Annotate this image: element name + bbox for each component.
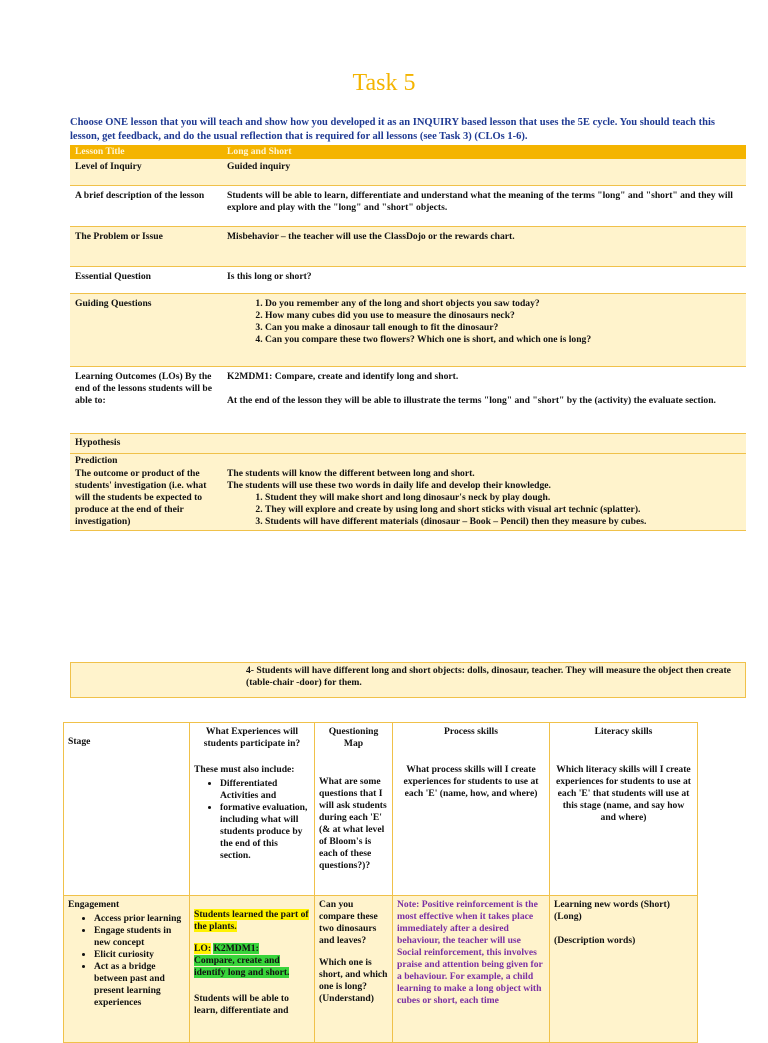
outcomes-text: At the end of the lesson they will be able to illustrate the terms "long" and "short" by the (activity) the evaluate section.	[227, 395, 716, 406]
engagement-bullets	[68, 913, 185, 1009]
description-value: Students will be able to learn, differentiate and understand what the meaning of the terms "long" and "short" and they will explore and play with the "long" and "short" objects.	[222, 186, 746, 227]
lesson-title-value: Long and Short	[222, 145, 746, 159]
literacy-description: (Description words)	[554, 935, 636, 946]
outcome-product-label: The outcome or product of the students' investigation (i.e. what will the students be expected to produce at the end of their investigation)	[70, 468, 222, 531]
engagement-prior-learning: Students learned the part of the plants.	[194, 909, 309, 932]
lesson-plan-table	[70, 145, 746, 531]
experiences-sub: These must also include:	[194, 764, 295, 775]
hypothesis-row	[70, 434, 746, 454]
prediction-label: Prediction	[70, 454, 222, 469]
page-title: Task 5	[352, 70, 416, 96]
process-sub: What process skills will I create experiences for students to use at each 'E' (name, how, and where)	[403, 764, 539, 799]
guiding-list	[227, 298, 741, 346]
lesson-title-row	[70, 145, 746, 159]
description-label: A brief description of the lesson	[70, 186, 222, 227]
guiding-item: 2. How many cubes did you use to measure the dinosaurs neck?	[265, 310, 741, 322]
process-note: Note: Positive reinforcement is the most effective when it takes place immediately after a desired behaviour, the teacher will use Social reinforcement, this involves praise and attention being given for a behaviour. For example, a child learning to make a long object with cubes or short, each time	[397, 899, 543, 1006]
engagement-title: Engagement	[68, 899, 120, 910]
engagement-row	[64, 896, 698, 1043]
engagement-bullet: • Act as a bridge between past and present learning experiences	[94, 961, 185, 1009]
outcomes-row	[70, 367, 746, 434]
guiding-row	[70, 294, 746, 367]
level-value: Guided inquiry	[222, 159, 746, 186]
outcome-item: 1. Student they will make short and long dinosaur's neck by play dough.	[265, 492, 741, 504]
experiences-bullet: • Differentiated Activities and	[220, 778, 310, 802]
outcome-line: The students will know the different between long and short.	[227, 468, 475, 479]
experiences-bullet: • formative evaluation, including what will students produce by the end of this section.	[220, 802, 310, 862]
stages-table	[63, 722, 698, 1043]
hypothesis-label: Hypothesis	[70, 434, 222, 454]
guiding-item: 1. Do you remember any of the long and short objects you saw today?	[265, 298, 741, 310]
literacy-words: Learning new words (Short) (Long)	[554, 899, 670, 922]
instructions-text: Choose ONE lesson that you will teach and show how you developed it as an INQUIRY based lesson that uses the 5E cycle. You should teach this lesson, get feedback, and do the usual reflection that is required for all lessons (see Task 3) (CLOs 1-6).	[70, 117, 715, 142]
outcome-line: The students will use these two words in daily life and develop their knowledge.	[227, 480, 551, 491]
outcome-item: 3. Students will have different materials (dinosaur – Book – Pencil) then they measure by cubes.	[265, 516, 741, 528]
outcome-item: 2. They will explore and create by using long and short sticks with visual art technic (splatter).	[265, 504, 741, 516]
essential-value: Is this long or short?	[222, 267, 746, 294]
problem-row	[70, 227, 746, 267]
guiding-item: 3. Can you make a dinosaur tall enough to fit the dinosaur?	[265, 322, 741, 334]
lo-code: K2MDM1:	[213, 943, 259, 954]
outcomes-label: Learning Outcomes (LOs) By the end of the lessons students will be able to:	[70, 367, 222, 434]
level-row	[70, 159, 746, 186]
lo-label: LO:	[194, 943, 212, 954]
guiding-item: 4. Can you compare these two flowers? Which one is short, and which one is long?	[265, 334, 741, 346]
questioning-sub: What are some questions that I will ask students during each 'E' (& at what level of Bloom's is each of these questions?)?	[319, 776, 387, 871]
description-row	[70, 186, 746, 227]
problem-value: Misbehavior – the teacher will use the ClassDojo or the rewards chart.	[222, 227, 746, 267]
problem-label: The Problem or Issue	[70, 227, 222, 267]
engagement-bullet: • Access prior learning	[94, 913, 185, 925]
outcomes-code: K2MDM1: Compare, create and identify long and short.	[227, 371, 459, 382]
engagement-question-2: Which one is short, and which one is long? (Understand)	[319, 957, 388, 1004]
prediction-row	[70, 454, 746, 469]
lo-goal: Compare, create and identify long and short.	[194, 955, 290, 978]
lesson-title-label: Lesson Title	[70, 145, 222, 159]
engagement-bullet: • Elicit curiosity	[94, 949, 185, 961]
outcome-list	[227, 492, 741, 528]
process-header: Process skills	[444, 726, 498, 737]
stages-header-row	[64, 723, 698, 896]
engagement-bullet: • Engage students in new concept	[94, 925, 185, 949]
continued-text: 4- Students will have different long and short objects: dolls, dinosaur, teacher. They will measure the object then create (table-chair -door) for them.	[246, 665, 731, 688]
literacy-sub: Which literacy skills will I create experiences for students to use at each 'E' that students will use at this stage (name, and say how and where)	[556, 764, 691, 823]
experiences-header: What Experiences will students participate in?	[203, 726, 301, 749]
essential-label: Essential Question	[70, 267, 222, 294]
guiding-label: Guiding Questions	[70, 294, 222, 367]
literacy-header: Literacy skills	[594, 726, 653, 737]
level-label: Level of Inquiry	[70, 159, 222, 186]
outcome-product-row	[70, 468, 746, 531]
questioning-header: Questioning Map	[328, 726, 379, 749]
stage-header: Stage	[68, 736, 91, 747]
engagement-question: Can you compare these two dinosaurs and leaves?	[319, 899, 378, 946]
essential-row	[70, 267, 746, 294]
experiences-bullets	[194, 778, 310, 862]
engagement-experience: Students will be able to learn, differentiate and	[194, 993, 289, 1016]
continued-outcome	[70, 662, 746, 698]
